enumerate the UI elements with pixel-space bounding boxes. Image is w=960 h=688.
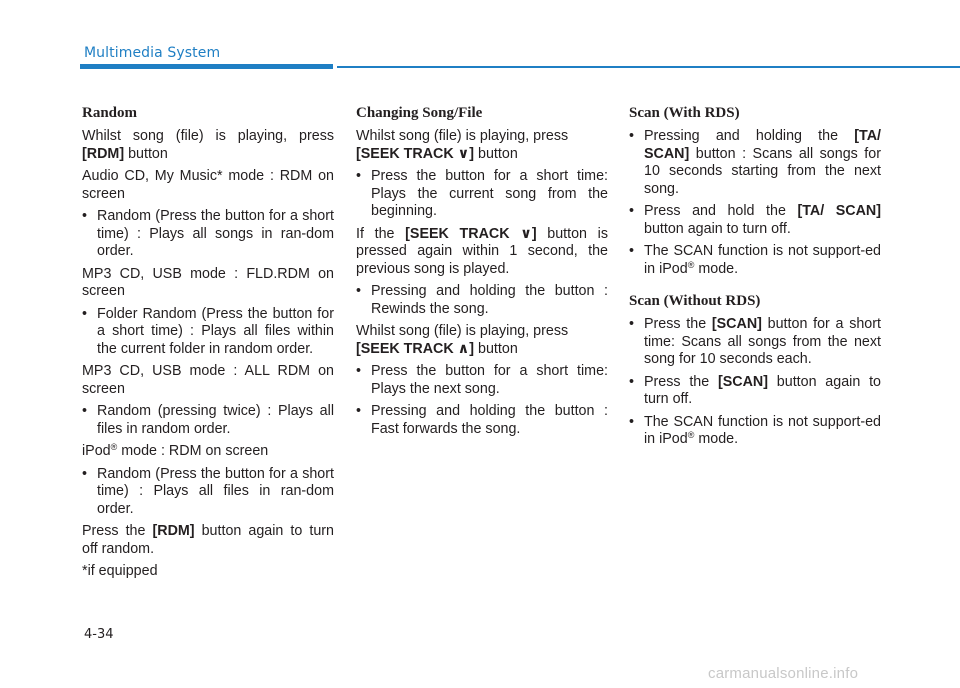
bullet-list xyxy=(356,168,608,221)
bullet-item xyxy=(629,203,881,238)
text: Whilst song (file) is playing, press xyxy=(356,323,569,339)
text: iPod xyxy=(82,443,111,459)
text: Press the xyxy=(644,316,712,332)
rdm-button-label: [RDM] xyxy=(152,523,195,539)
bullet-list xyxy=(82,466,334,519)
text: button xyxy=(474,145,518,162)
seek-track-up-label: [SEEK TRACK ∧] xyxy=(356,340,475,357)
text: mode. xyxy=(694,260,739,277)
bullet-item xyxy=(629,374,881,409)
text: The SCAN function is not support-ed in iPod xyxy=(644,413,881,447)
scan-button-label: [SCAN] xyxy=(711,316,762,332)
bullet-item: • Press the button for a short time: Plays the next song. xyxy=(356,363,608,398)
bullet-list xyxy=(82,208,334,261)
bullet-list xyxy=(82,403,334,438)
bullet-list xyxy=(356,363,608,438)
text: Pressing and holding the xyxy=(644,128,855,144)
bullet-item xyxy=(629,316,881,369)
text: Whilst song (file) is playing, press xyxy=(356,128,569,144)
bullet-item: • Folder Random (Press the button for a short time) : Plays all files within the current folder in random order. xyxy=(82,306,334,359)
scan-button-label: [SCAN] xyxy=(717,373,769,390)
watermark: carmanualsonline.info xyxy=(708,665,859,682)
text: Press and hold the xyxy=(644,203,798,219)
text: button xyxy=(474,340,518,357)
paragraph: MP3 CD, USB mode : ALL RDM on screen xyxy=(82,363,334,397)
rdm-button-label: [RDM] xyxy=(82,145,125,162)
text: button : Scans all songs for 10 seconds starting from the next song. xyxy=(644,145,881,197)
text: If the xyxy=(356,225,406,242)
text: button again to turn off random. xyxy=(82,523,334,557)
header-bar-thin xyxy=(337,66,960,68)
column-random xyxy=(82,104,334,586)
paragraph xyxy=(356,226,608,279)
text: Press the xyxy=(644,373,718,390)
paragraph xyxy=(82,128,334,163)
ta-scan-button-label: [TA/ SCAN] xyxy=(644,128,881,162)
paragraph xyxy=(356,128,608,163)
page-number: 4-34 xyxy=(84,627,114,642)
text: mode. xyxy=(694,431,739,447)
bullet-item: • Random (pressing twice) : Plays all files in random order. xyxy=(82,403,334,438)
bullet-list xyxy=(82,306,334,359)
heading-random: Random xyxy=(82,105,138,121)
bullet-item: • Press the button for a short time: Plays the current song from the beginning. xyxy=(356,168,608,221)
bullet-item: • Random (Press the button for a short time) : Plays all songs in ran-dom order. xyxy=(82,208,334,261)
bullet-list xyxy=(629,128,881,278)
bullet-list xyxy=(629,316,881,449)
text: button again to turn off. xyxy=(644,373,881,407)
text: The SCAN function is not support-ed in iPod xyxy=(644,243,881,277)
column-changing-song xyxy=(356,104,608,443)
bullet-item: • Pressing and holding the button : Fast forwards the song. xyxy=(356,403,608,438)
paragraph xyxy=(356,323,608,358)
heading-changing-song: Changing Song/File xyxy=(356,105,483,121)
bullet-list xyxy=(356,283,608,318)
footnote: *if equipped xyxy=(82,563,158,579)
registered-mark: ® xyxy=(687,259,695,270)
text: button xyxy=(124,145,168,162)
column-scan xyxy=(629,104,881,454)
text: button is pressed again within 1 second, the previous song is played. xyxy=(356,225,608,277)
seek-track-down-label: [SEEK TRACK ∨] xyxy=(356,145,475,162)
paragraph: MP3 CD, USB mode : FLD.RDM on screen xyxy=(82,265,334,299)
bullet-item: • Random (Press the button for a short time) : Plays all files in ran-dom order. xyxy=(82,466,334,519)
ta-scan-button-label: [TA/ SCAN] xyxy=(797,203,881,219)
paragraph: Audio CD, My Music* mode : RDM on screen xyxy=(82,168,334,202)
bullet-item: • Pressing and holding the button : Rewinds the song. xyxy=(356,283,608,318)
text: button for a short time: Scans all songs from the next song for 10 seconds each. xyxy=(644,316,881,367)
bullet-item xyxy=(629,243,881,278)
bullet-item xyxy=(629,414,881,449)
registered-mark: ® xyxy=(110,442,118,452)
paragraph xyxy=(82,523,334,558)
header-bar-thick xyxy=(80,64,333,69)
heading-scan-with-rds: Scan (With RDS) xyxy=(629,105,740,121)
text: Press the xyxy=(82,523,153,539)
registered-mark: ® xyxy=(687,430,695,440)
seek-track-down-label: [SEEK TRACK ∨] xyxy=(405,225,537,242)
section-title: Multimedia System xyxy=(84,45,221,61)
text: mode : RDM on screen xyxy=(117,443,269,459)
text: Whilst song (file) is playing, press xyxy=(82,128,334,144)
text: button again to turn off. xyxy=(644,220,791,237)
bullet-item xyxy=(629,128,881,198)
paragraph xyxy=(82,443,334,461)
heading-scan-without-rds: Scan (Without RDS) xyxy=(629,293,761,309)
